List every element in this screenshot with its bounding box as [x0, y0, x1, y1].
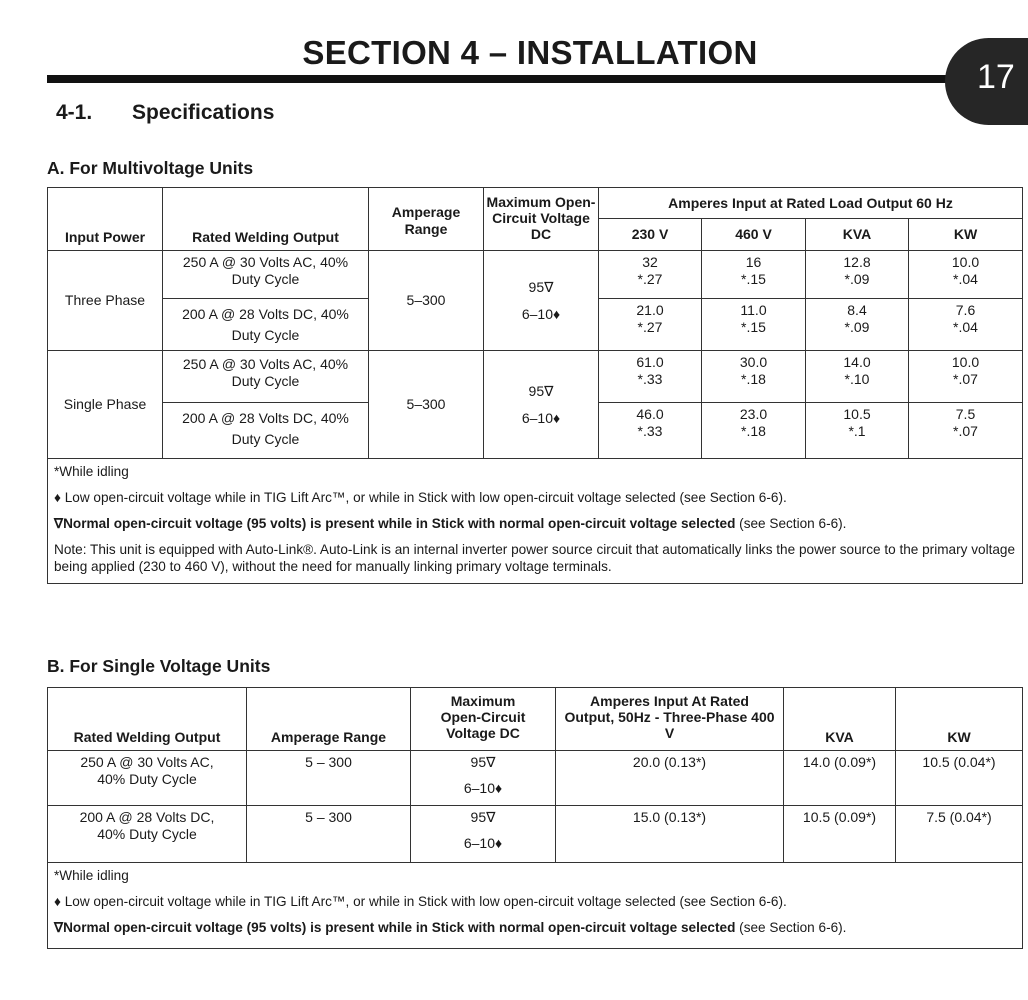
table-row [48, 351, 1023, 403]
cell-kw [909, 299, 1023, 351]
range-cell: 5 – 300 [247, 806, 411, 863]
idle-value: *.15 [741, 271, 766, 287]
cell-230v [599, 299, 702, 351]
col-kw: KW [909, 219, 1023, 251]
col-amperage-range: Amperage Range [247, 688, 411, 751]
input-power-cell: Single Phase [48, 351, 163, 459]
normal-ocv-note-bold: ∇Normal open-circuit voltage (95 volts) is present while in Stick with normal open-circuit voltage selected [54, 516, 736, 531]
col-ocv: Maximum Open-Circuit Voltage DC [484, 188, 599, 251]
amperage-range-cell: 5–300 [369, 351, 484, 459]
ocv-cell [484, 251, 599, 351]
value: 11.0 [740, 302, 767, 318]
normal-ocv-note [54, 919, 1016, 936]
normal-ocv-note-bold: ∇Normal open-circuit voltage (95 volts) is present while in Stick with normal open-circuit voltage selected [54, 920, 736, 935]
amperes-cell: 15.0 (0.13*) [556, 806, 784, 863]
value: 10.0 [951, 254, 980, 270]
col-460v: 460 V [702, 219, 806, 251]
subsection-number: 4-1. [56, 101, 93, 124]
cell-230v [599, 351, 702, 403]
range-cell: 5 – 300 [247, 751, 411, 806]
cell-kva [806, 299, 909, 351]
ocv-low: 6–10♦ [463, 835, 503, 851]
cell-kw [909, 403, 1023, 459]
cell-460v [702, 351, 806, 403]
table-b-notes [48, 863, 1023, 949]
ocv-low: 6–10♦ [521, 409, 561, 426]
value: 7.5 [955, 406, 976, 422]
output-cell: 250 A @ 30 Volts AC, 40% Duty Cycle [163, 251, 369, 299]
value: 61.0 [636, 354, 664, 370]
table-row [48, 751, 1023, 806]
output-cell: 200 A @ 28 Volts DC, 40% Duty Cycle [163, 403, 369, 459]
value: 23.0 [739, 406, 768, 422]
value: 8.4 [847, 302, 867, 318]
cell-kw [909, 251, 1023, 299]
section-title: SECTION 4 – INSTALLATION [302, 34, 758, 71]
idle-value: *.1 [848, 423, 866, 439]
value: 12.8 [843, 254, 871, 270]
value: 46.0 [636, 406, 664, 422]
ocv-normal: 95∇ [470, 754, 496, 770]
idle-note: *While idling [54, 868, 129, 883]
col-kw: KW [896, 688, 1023, 751]
cell-230v [599, 403, 702, 459]
col-kva: KVA [784, 688, 896, 751]
col-input-power: Input Power [48, 188, 163, 251]
value: 16 [745, 254, 762, 270]
idle-value: *.07 [953, 371, 978, 387]
output-cell: 250 A @ 30 Volts AC, 40% Duty Cycle [48, 751, 247, 806]
idle-value: *.27 [637, 271, 663, 287]
idle-value: *.04 [953, 271, 978, 287]
ocv-normal: 95∇ [528, 382, 554, 399]
ocv-normal: 95∇ [470, 809, 496, 825]
ocv-low: 6–10♦ [521, 305, 561, 322]
kva-cell: 10.5 (0.09*) [784, 806, 896, 863]
col-230v: 230 V [599, 219, 702, 251]
value: 32 [642, 254, 658, 270]
output-cell: 200 A @ 28 Volts DC, 40% Duty Cycle [163, 299, 369, 351]
autolink-note: Note: This unit is equipped with Auto-Link®. Auto-Link is an internal inverter power source circuit that automatically links the power source to the primary voltage being applied (230 to 460 V), without the need for manually linking primary voltage terminals. [54, 542, 1016, 574]
cell-460v [702, 403, 806, 459]
ocv-cell [484, 351, 599, 459]
header-rule [47, 75, 957, 83]
table-a-notes [48, 459, 1023, 584]
col-ocv: Maximum Open-Circuit Voltage DC [411, 688, 556, 751]
ocv-low: 6–10♦ [463, 780, 503, 796]
amperes-cell: 20.0 (0.13*) [556, 751, 784, 806]
idle-note: *While idling [54, 464, 129, 479]
value: 7.6 [955, 302, 976, 318]
idle-value: *.09 [844, 271, 870, 287]
low-ocv-note: ♦ Low open-circuit voltage while in TIG Lift Arc™, or while in Stick with low open-circuit voltage selected (see Section 6-6). [54, 894, 787, 909]
table-row [48, 806, 1023, 863]
col-rated-output: Rated Welding Output [163, 188, 369, 251]
subsection-title: Specifications [132, 101, 275, 124]
idle-value: *.07 [953, 423, 978, 439]
table-b-heading: B. For Single Voltage Units [47, 656, 271, 676]
cell-kva [806, 403, 909, 459]
idle-value: *.33 [637, 423, 663, 439]
input-power-cell: Three Phase [48, 251, 163, 351]
output-cell: 250 A @ 30 Volts AC, 40% Duty Cycle [163, 351, 369, 403]
cell-460v [702, 251, 806, 299]
value: 10.5 [843, 406, 871, 422]
table-a-heading: A. For Multivoltage Units [47, 158, 254, 178]
cell-kw [909, 351, 1023, 403]
ocv-cell [411, 751, 556, 806]
col-rated-output: Rated Welding Output [48, 688, 247, 751]
single-voltage-spec-table [47, 687, 1023, 949]
low-ocv-note: ♦ Low open-circuit voltage while in TIG Lift Arc™, or while in Stick with low open-circuit voltage selected (see Section 6-6). [54, 490, 787, 505]
kva-cell: 14.0 (0.09*) [784, 751, 896, 806]
cell-kva [806, 251, 909, 299]
value: 14.0 [843, 354, 871, 370]
value: 10.0 [951, 354, 980, 370]
idle-value: *.09 [844, 319, 870, 335]
col-amperage-range: Amperage Range [369, 188, 484, 251]
multivoltage-spec-table [47, 187, 1023, 584]
page-number-tab: 17 [945, 38, 1028, 125]
cell-230v [599, 251, 702, 299]
cell-460v [702, 299, 806, 351]
table-row [48, 251, 1023, 299]
normal-ocv-note-ref: (see Section 6-6). [735, 920, 847, 935]
col-kva: KVA [806, 219, 909, 251]
ocv-cell [411, 806, 556, 863]
idle-value: *.27 [637, 319, 663, 335]
col-amperes: Amperes Input At Rated Output, 50Hz - Three-Phase 400 V [556, 688, 784, 751]
ocv-normal: 95∇ [528, 278, 554, 295]
normal-ocv-note [54, 515, 1016, 532]
col-amperes-group: Amperes Input at Rated Load Output 60 Hz [599, 188, 1023, 219]
amperage-range-cell: 5–300 [369, 251, 484, 351]
idle-value: *.10 [844, 371, 870, 387]
value: 30.0 [739, 354, 768, 370]
kw-cell: 10.5 (0.04*) [896, 751, 1023, 806]
output-cell: 200 A @ 28 Volts DC, 40% Duty Cycle [48, 806, 247, 863]
idle-value: *.15 [741, 319, 766, 335]
idle-value: *.04 [953, 319, 978, 335]
kw-cell: 7.5 (0.04*) [896, 806, 1023, 863]
idle-value: *.18 [741, 371, 766, 387]
idle-value: *.33 [637, 371, 663, 387]
cell-kva [806, 351, 909, 403]
normal-ocv-note-ref: (see Section 6-6). [735, 516, 847, 531]
idle-value: *.18 [741, 423, 766, 439]
value: 21.0 [636, 302, 664, 318]
